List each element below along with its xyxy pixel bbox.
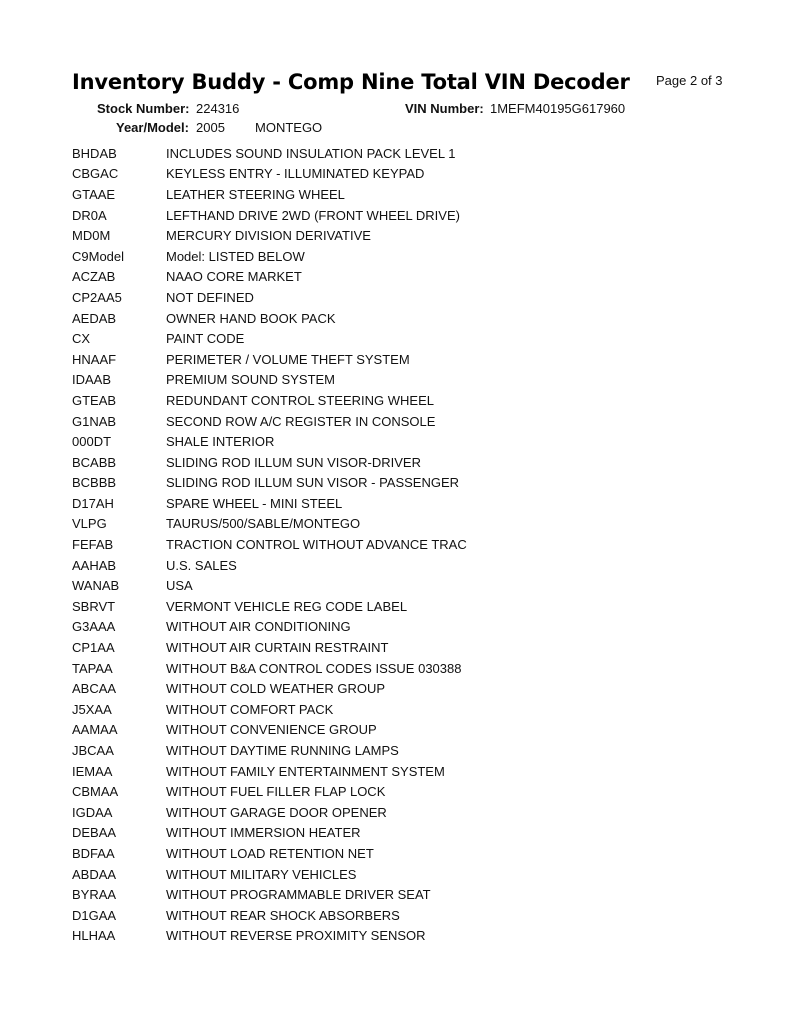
option-description: Model: LISTED BELOW <box>166 248 305 264</box>
list-item <box>72 617 732 638</box>
option-code: G3AAA <box>72 619 116 635</box>
option-description: LEFTHAND DRIVE 2WD (FRONT WHEEL DRIVE) <box>166 207 460 223</box>
list-item <box>72 637 732 658</box>
option-description: WITHOUT MILITARY VEHICLES <box>166 866 357 882</box>
option-code: J5XAA <box>72 701 112 717</box>
year-model-label: Year/Model: <box>116 120 189 135</box>
list-item <box>72 575 732 596</box>
option-code: BHDAB <box>72 145 117 161</box>
list-item <box>72 349 732 370</box>
option-code: SBRVT <box>72 598 116 614</box>
page-number: Page 2 of 3 <box>656 73 723 88</box>
list-item <box>72 287 732 308</box>
option-description: WITHOUT AIR CURTAIN RESTRAINT <box>166 640 389 656</box>
list-item <box>72 699 732 720</box>
option-description: U.S. SALES <box>166 557 237 573</box>
option-description: INCLUDES SOUND INSULATION PACK LEVEL 1 <box>166 145 456 161</box>
option-code: BDFAA <box>72 845 115 861</box>
option-description: PAINT CODE <box>166 331 245 347</box>
option-description: WITHOUT REVERSE PROXIMITY SENSOR <box>166 928 426 944</box>
option-code: MD0M <box>72 228 111 244</box>
option-description: PREMIUM SOUND SYSTEM <box>166 372 336 388</box>
option-code: WANAB <box>72 578 120 594</box>
option-description: WITHOUT IMMERSION HEATER <box>166 825 361 841</box>
option-description: PERIMETER / VOLUME THEFT SYSTEM <box>166 351 410 367</box>
list-item <box>72 431 732 452</box>
stock-number-value: 224316 <box>196 101 240 116</box>
option-description: WITHOUT FAMILY ENTERTAINMENT SYSTEM <box>166 763 445 779</box>
option-code: D1GAA <box>72 907 117 923</box>
list-item <box>72 843 732 864</box>
option-code: CP2AA5 <box>72 289 122 305</box>
list-item <box>72 184 732 205</box>
vin-number-value: 1MEFM40195G617960 <box>490 101 626 116</box>
option-description: WITHOUT COLD WEATHER GROUP <box>166 681 386 697</box>
option-description: SECOND ROW A/C REGISTER IN CONSOLE <box>166 413 436 429</box>
list-item <box>72 926 732 947</box>
option-code: FEFAB <box>72 537 114 553</box>
list-item <box>72 473 732 494</box>
option-code: IEMAA <box>72 763 113 779</box>
option-code: DR0A <box>72 207 107 223</box>
list-item <box>72 370 732 391</box>
option-description: OWNER HAND BOOK PACK <box>166 310 336 326</box>
list-item <box>72 720 732 741</box>
list-item <box>72 143 732 164</box>
option-description: MERCURY DIVISION DERIVATIVE <box>166 228 371 244</box>
option-description: WITHOUT CONVENIENCE GROUP <box>166 722 377 738</box>
option-description: WITHOUT FUEL FILLER FLAP LOCK <box>166 784 386 800</box>
option-code: GTEAB <box>72 392 117 408</box>
option-code: CBGAC <box>72 166 119 182</box>
list-item <box>72 328 732 349</box>
list-item <box>72 905 732 926</box>
option-code: IGDAA <box>72 804 113 820</box>
list-item <box>72 514 732 535</box>
option-description: WITHOUT AIR CONDITIONING <box>166 619 351 635</box>
option-code: C9Model <box>72 248 125 264</box>
option-description: KEYLESS ENTRY - ILLUMINATED KEYPAD <box>166 166 425 182</box>
option-code: CP1AA <box>72 640 115 656</box>
list-item <box>72 164 732 185</box>
option-code: HNAAF <box>72 351 117 367</box>
option-code: D17AH <box>72 495 114 511</box>
vin-number-label: VIN Number: <box>405 101 484 116</box>
option-code: ABDAA <box>72 866 117 882</box>
list-item <box>72 781 732 802</box>
list-item <box>72 493 732 514</box>
list-item <box>72 246 732 267</box>
option-description: SPARE WHEEL - MINI STEEL <box>166 495 343 511</box>
option-description: LEATHER STEERING WHEEL <box>166 186 345 202</box>
option-description: NAAO CORE MARKET <box>166 269 302 285</box>
list-item <box>72 802 732 823</box>
option-description: WITHOUT REAR SHOCK ABSORBERS <box>166 907 400 923</box>
option-code: IDAAB <box>72 372 112 388</box>
list-item <box>72 555 732 576</box>
option-code: 000DT <box>72 434 112 450</box>
list-item <box>72 452 732 473</box>
list-item <box>72 864 732 885</box>
list-item <box>72 225 732 246</box>
list-item <box>72 267 732 288</box>
option-code: ABCAA <box>72 681 117 697</box>
option-code: ACZAB <box>72 269 116 285</box>
option-code: AAMAA <box>72 722 118 738</box>
list-item <box>72 884 732 905</box>
year-value: 2005 <box>196 120 225 135</box>
list-item <box>72 823 732 844</box>
option-description: REDUNDANT CONTROL STEERING WHEEL <box>166 392 434 408</box>
option-code: AAHAB <box>72 557 117 573</box>
option-code: CBMAA <box>72 784 119 800</box>
model-value: MONTEGO <box>255 120 323 135</box>
option-code: VLPG <box>72 516 107 532</box>
list-item <box>72 390 732 411</box>
page-title: Inventory Buddy - Comp Nine Total VIN Decoder <box>72 70 630 94</box>
option-description: SLIDING ROD ILLUM SUN VISOR-DRIVER <box>166 454 421 470</box>
option-code: BYRAA <box>72 887 117 903</box>
option-description: WITHOUT PROGRAMMABLE DRIVER SEAT <box>166 887 431 903</box>
list-item <box>72 678 732 699</box>
option-code-list <box>72 143 732 946</box>
stock-number-label: Stock Number: <box>97 101 190 116</box>
option-description: WITHOUT LOAD RETENTION NET <box>166 845 374 861</box>
option-code: GTAAE <box>72 186 116 202</box>
list-item <box>72 761 732 782</box>
list-item <box>72 534 732 555</box>
list-item <box>72 740 732 761</box>
option-description: NOT DEFINED <box>166 289 254 305</box>
option-code: JBCAA <box>72 743 114 759</box>
option-code: AEDAB <box>72 310 117 326</box>
option-description: SHALE INTERIOR <box>166 434 275 450</box>
list-item <box>72 308 732 329</box>
option-description: SLIDING ROD ILLUM SUN VISOR - PASSENGER <box>166 475 460 491</box>
option-description: WITHOUT COMFORT PACK <box>166 701 334 717</box>
list-item <box>72 411 732 432</box>
option-code: TAPAA <box>72 660 113 676</box>
option-description: WITHOUT DAYTIME RUNNING LAMPS <box>166 743 399 759</box>
list-item <box>72 205 732 226</box>
option-code: BCBBB <box>72 475 117 491</box>
option-description: TAURUS/500/SABLE/MONTEGO <box>166 516 361 532</box>
list-item <box>72 596 732 617</box>
list-item <box>72 658 732 679</box>
option-description: USA <box>166 578 193 594</box>
option-description: WITHOUT GARAGE DOOR OPENER <box>166 804 387 820</box>
option-code: CX <box>72 331 91 347</box>
option-description: WITHOUT B&A CONTROL CODES ISSUE 030388 <box>166 660 462 676</box>
option-description: TRACTION CONTROL WITHOUT ADVANCE TRAC <box>166 537 467 553</box>
option-code: HLHAA <box>72 928 116 944</box>
option-description: VERMONT VEHICLE REG CODE LABEL <box>166 598 408 614</box>
option-code: G1NAB <box>72 413 117 429</box>
option-code: BCABB <box>72 454 117 470</box>
option-code: DEBAA <box>72 825 117 841</box>
